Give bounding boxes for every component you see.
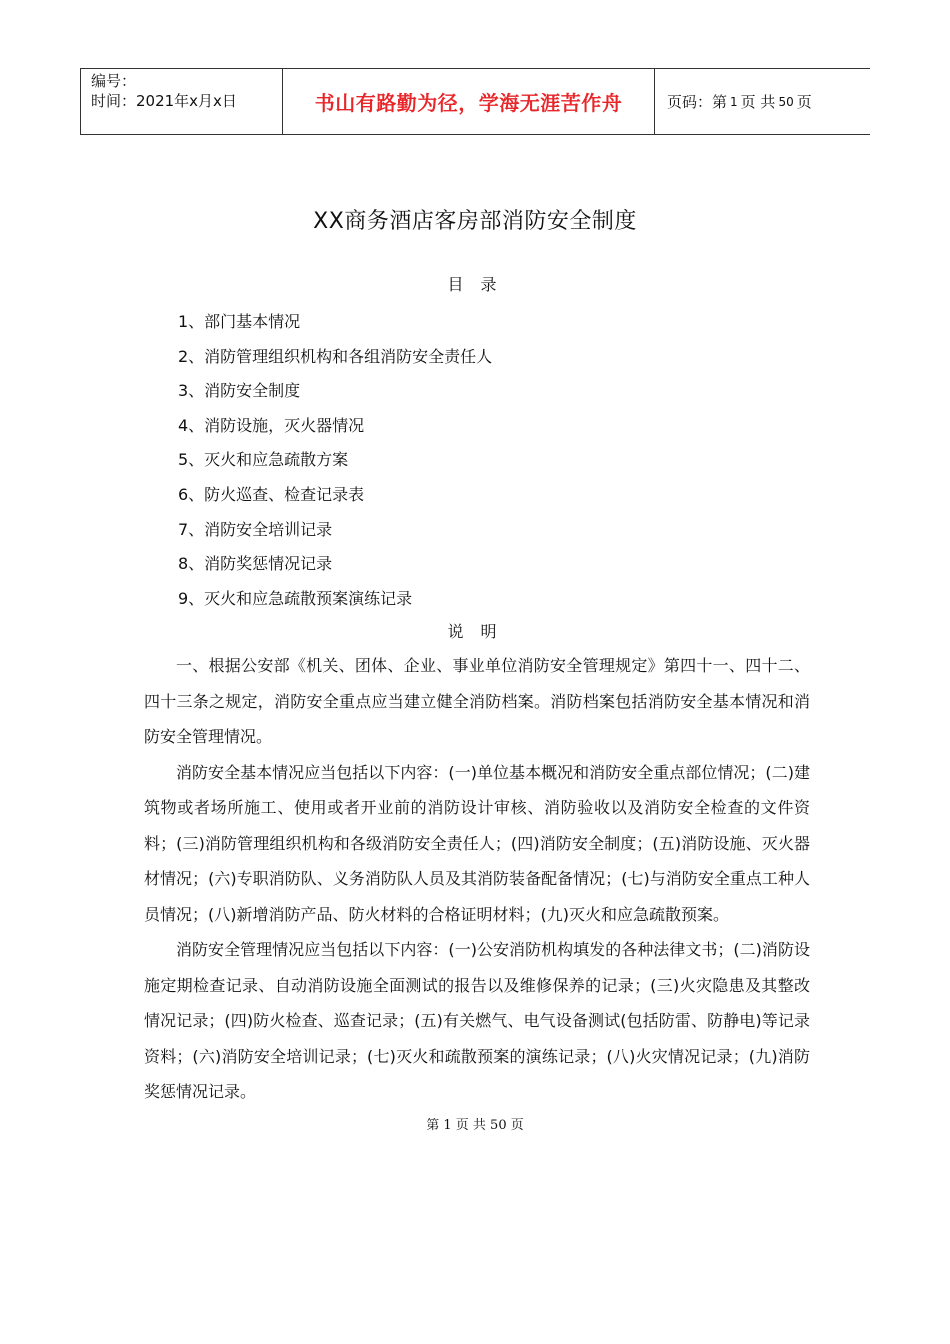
toc-item: 6、防火巡查、检查记录表: [178, 484, 365, 504]
paragraph: 消防安全基本情况应当包括以下内容：(一)单位基本概况和消防安全重点部位情况；(二)建筑物或者场所施工、使用或者开业前的消防设计审核、消防验收以及消防安全检查的文件资料；(三)消防管理组织机构和各级消防安全责任人；(四)消防安全制度；(五)消防设施、灭火器材情况；(六)专职消防队、义务消防队人员及其消防装备配备情况；(七)与消防安全重点工种人员情况；(八)新增消防产品、防火材料的合格证明材料；(九)灭火和应急疏散预案。: [144, 762, 810, 924]
paragraph: 一、根据公安部《机关、团体、企业、事业单位消防安全管理规定》第四十一、四十二、四十三条之规定，消防安全重点应当建立健全消防档案。消防档案包括消防安全基本情况和消防安全管理情况。: [144, 656, 810, 746]
header-table: [80, 68, 870, 135]
toc-item: 4、消防设施，灭火器情况: [178, 415, 365, 435]
header-motto-cell: [283, 69, 655, 134]
serial-label: 编号：: [91, 72, 137, 90]
toc-item: 7、消防安全培训记录: [178, 519, 333, 539]
page-prefix: 页码：第: [667, 93, 728, 111]
note-heading: 说 明: [447, 622, 503, 641]
toc-item: 2、消防管理组织机构和各组消防安全责任人: [178, 346, 493, 366]
toc-list: [178, 305, 492, 616]
page-footer: 第 1 页 共 50 页: [426, 1118, 524, 1133]
toc-item: 1、部门基本情况: [178, 312, 301, 331]
page-mid: 页 共: [740, 93, 776, 111]
document-title: XX商务酒店客房部消防安全制度: [313, 209, 637, 234]
toc-item: 9、灭火和应急疏散预案演练记录: [178, 588, 413, 608]
toc-item: 5、灭火和应急疏散方案: [178, 450, 349, 470]
toc-item: 3、消防安全制度: [178, 381, 301, 401]
header-meta-cell: [81, 69, 283, 134]
toc-heading: 目 录: [447, 275, 503, 294]
body-text: [144, 648, 810, 1110]
page-total: 50: [778, 94, 794, 109]
paragraph: 消防安全管理情况应当包括以下内容：(一)公安消防机构填发的各种法律文书；(二)消防设施定期检查记录、自动消防设施全面测试的报告以及维修保养的记录；(三)火灾隐患及其整改情况记录；(四)防火检查、巡查记录；(五)有关燃气、电气设备测试(包括防雷、防静电)等记录资料；(六)消防安全培训记录；(七)灭火和疏散预案的演练记录；(八)火灾情况记录；(九)消防奖惩情况记录。: [144, 940, 810, 1101]
date-label: 时间：2021年x月x日: [91, 92, 237, 110]
motto-text: 书山有路勤为径，学海无涯苦作舟: [314, 91, 623, 115]
toc-item: 8、消防奖惩情况记录: [178, 554, 333, 574]
header-page-cell: [655, 69, 870, 134]
page-current: 1: [730, 94, 738, 109]
page-suffix: 页: [796, 93, 812, 111]
